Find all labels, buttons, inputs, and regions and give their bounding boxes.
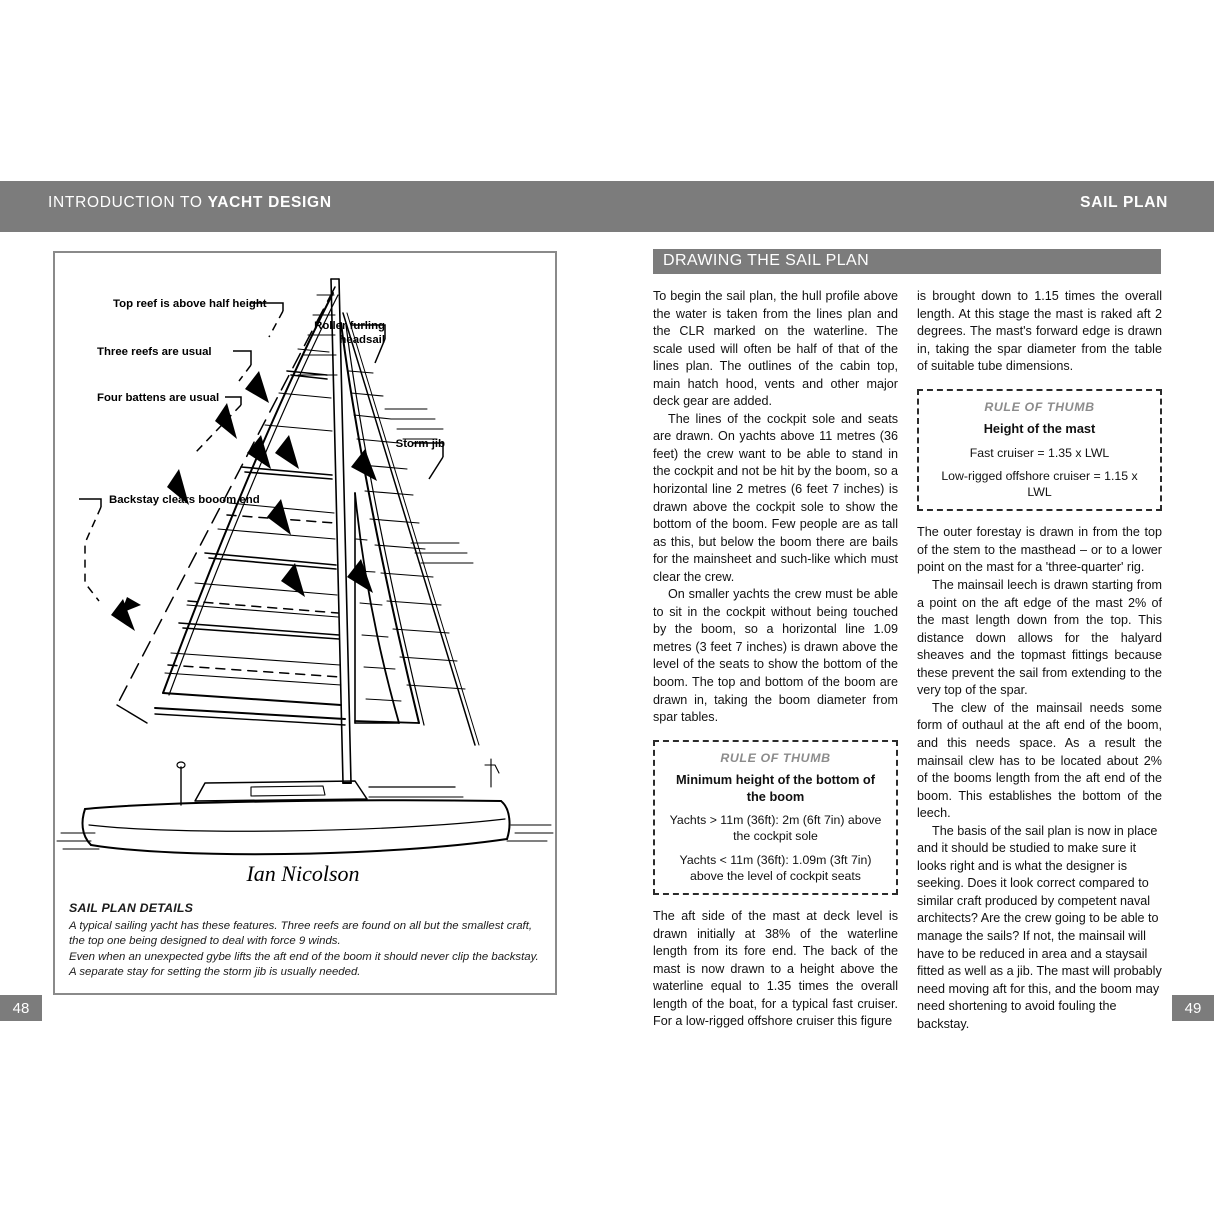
- paragraph-left-2: The lines of the cockpit sole and seats are drawn. On yachts above 11 metres (36 feet) the crew want to be able to stand in the cockpit and not be hit by the boom, so a horizontal line 2 metres (6 feet 7 inches) is drawn above the cockpit sole to show the bottom of the boom. Few people are as tall as this, but below the boom there are bails for the mainsheet and such-like which must clear the crew.: [653, 411, 898, 584]
- section-heading-bar: [653, 249, 1161, 274]
- figure-label-backstay: Backstay clears booom end: [109, 494, 260, 506]
- yacht-sail-plan-svg: [55, 253, 555, 893]
- body-column-right: [917, 288, 1162, 1033]
- figure-caption-title: SAIL PLAN DETAILS: [69, 901, 194, 916]
- rule-of-thumb-line-2: Low-rigged offshore cruiser = 1.15 x LWL: [941, 468, 1138, 500]
- rule-of-thumb-title: Minimum height of the bottom of the boom: [675, 772, 876, 804]
- figure-caption: [69, 901, 543, 981]
- rule-of-thumb-box-boom-height: [653, 740, 898, 895]
- rule-of-thumb-kicker: RULE OF THUMB: [720, 750, 831, 765]
- paragraph-right-3: The mainsail leech is drawn starting from a point on the aft edge of the mast 2% of the mast length down from the top. This distance down allows for the halyard sheaves and the topmast fittings because these prevent the sail from extending to the very top of the spar.: [917, 578, 1162, 698]
- figure-label-roller-furling-line1: Roller furling: [314, 320, 385, 332]
- book-title-bold: YACHT DESIGN: [207, 194, 332, 211]
- rule-of-thumb-kicker: RULE OF THUMB: [984, 399, 1095, 414]
- figure-frame: [53, 251, 557, 995]
- paragraph-left-4: The aft side of the mast at deck level is drawn initially at 38% of the waterline length from its fore end. The back of the mast is now drawn to a height above the waterline equal to 1.35 times the overall length of the boat, for a typical fast cruiser. For a low-rigged offshore cruiser this figure: [653, 909, 898, 1029]
- rule-of-thumb-title: Height of the mast: [983, 421, 1096, 437]
- rule-of-thumb-box-mast-height: [917, 389, 1162, 512]
- body-column-left: [653, 288, 898, 1031]
- rule-of-thumb-line-2: Yachts < 11m (36ft): 1.09m (3ft 7in) above the level of cockpit seats: [679, 852, 872, 883]
- page-number-left: 48: [0, 995, 42, 1021]
- figure-label-four-battens: Four battens are usual: [97, 392, 220, 404]
- rule-of-thumb-line-1: Yachts > 11m (36ft): 2m (6ft 7in) above the cockpit sole: [669, 813, 882, 844]
- sail-plan-drawing: [55, 253, 555, 893]
- section-heading-text: DRAWING THE SAIL PLAN: [663, 252, 870, 269]
- book-title: [48, 194, 332, 212]
- paragraph-right-4: The clew of the mainsail needs some form of outhaul at the aft end of the boom, and this needs space. As a result the mainsail clew has to be located about 2% of the booms length from the aft end of the boom. This establishes the bottom of the leech.: [917, 700, 1162, 821]
- chapter-title: SAIL PLAN: [1080, 194, 1168, 211]
- page-number-right: 49: [1172, 995, 1214, 1021]
- book-title-plain: INTRODUCTION TO: [48, 194, 208, 211]
- paragraph-left-1: To begin the sail plan, the hull profile above the water is taken from the lines plan and the CLR marked on the waterline. The scale used will often be half of that of the lines plan. The outlines of the cabin top, main hatch hood, vents and other major deck gear are added.: [653, 289, 898, 409]
- figure-label-storm-jib: Storm jib: [395, 438, 445, 450]
- figure-label-roller-furling-line2: headsail: [339, 334, 385, 346]
- figure-caption-line-1: A typical sailing yacht has these features. Three reefs are found on all but the smallest craft, the top one being designed to deal with force 9 winds.: [69, 919, 533, 948]
- leader-lines: [79, 303, 443, 507]
- paragraph-right-5: The basis of the sail plan is now in place and it should be studied to make sure it looks right and is what the designer is seeking. Does it look correct compared to similar craft produced by competent naval architects? Are the crew going to be able to manage the sails? If not, the mainsail will have to be reduced in area and a staysail fitted as well as a jib. The mast will probably need moving aft for this, and the boom may need shortening to avoid fouling the backstay.: [917, 823, 1162, 1031]
- illustrator-signature: Ian Nicolson: [246, 861, 360, 886]
- figure-caption-line-2: Even when an unexpected gybe lifts the aft end of the boom it should never clip the backstay.: [69, 950, 539, 963]
- running-head-bar: [0, 181, 1214, 232]
- rule-of-thumb-line-1: Fast cruiser = 1.35 x LWL: [969, 445, 1110, 460]
- figure-caption-line-3: A separate stay for setting the storm jib is usually needed.: [69, 966, 361, 979]
- figure-label-top-reef: Top reef is above half height: [113, 298, 267, 310]
- paragraph-left-3: On smaller yachts the crew must be able to sit in the cockpit without being touched by the boom, so a horizontal line 1.09 metres (3 feet 7 inches) is drawn above the level of the seats to show the bottom of the boom. The top and bottom of the boom are drawn in, taking the boom diameter from spar tables.: [653, 587, 898, 725]
- paragraph-right-1: is brought down to 1.15 times the overall length. At this stage the mast is raked aft 2 degrees. The mast's forward edge is drawn in, taking the spar diameter from the table of suitable tube dimensions.: [917, 289, 1162, 374]
- figure-label-three-reefs: Three reefs are usual: [97, 346, 212, 358]
- paragraph-right-2: The outer forestay is drawn in from the top of the stem to the masthead – or to a lower point on the mast for a 'three-quarter' rig.: [917, 525, 1162, 575]
